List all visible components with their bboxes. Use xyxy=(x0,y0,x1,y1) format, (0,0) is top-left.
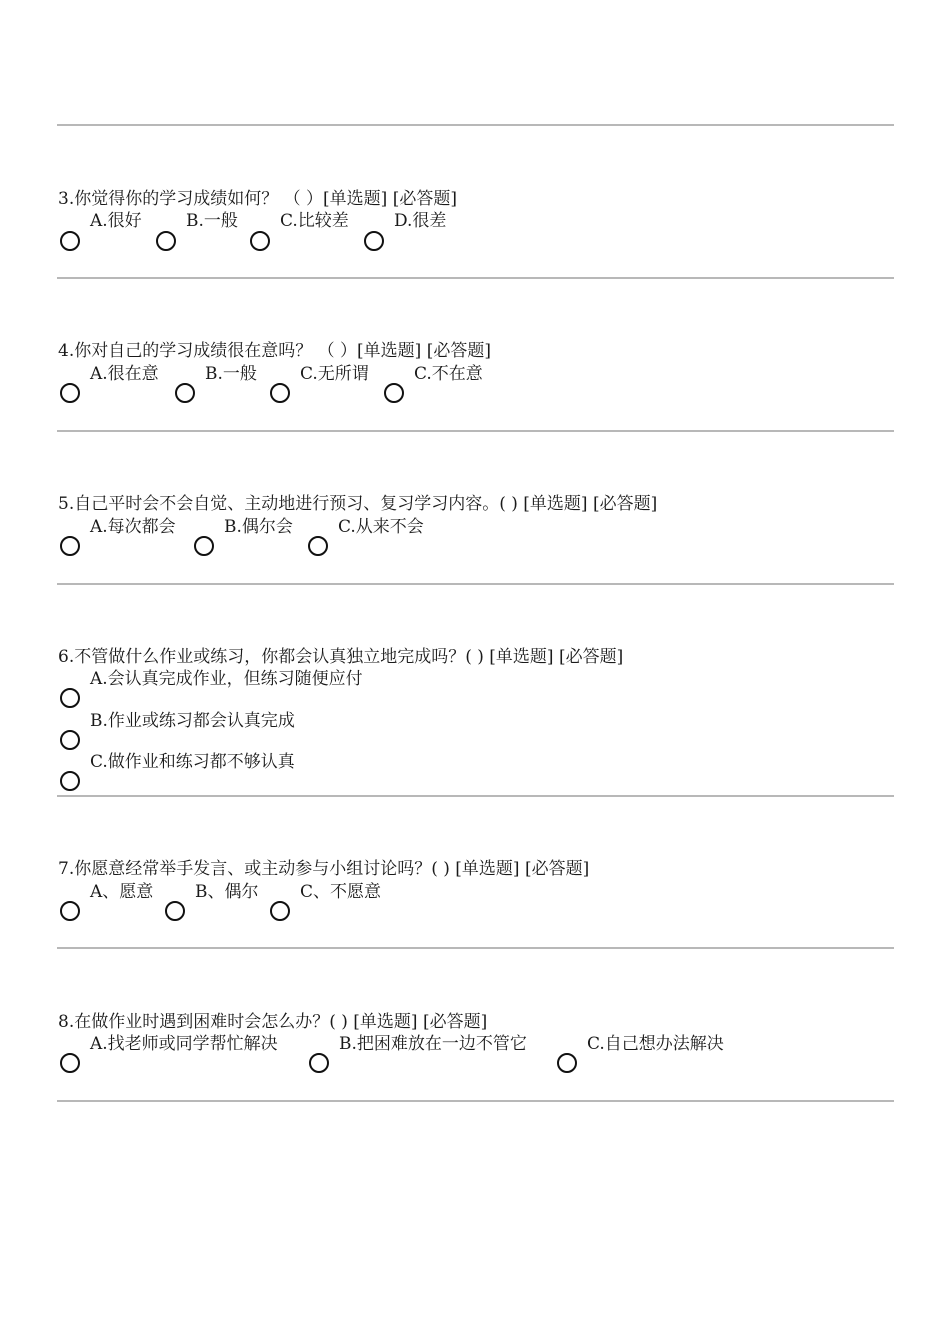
option-label: B.把困难放在一边不管它 xyxy=(339,1034,527,1054)
radio-button-q4-d[interactable] xyxy=(384,383,404,403)
separator-line xyxy=(57,795,894,797)
option-label: D.很差 xyxy=(394,211,447,231)
separator-line xyxy=(57,277,894,279)
radio-button-q8-b[interactable] xyxy=(309,1053,329,1073)
option-label: A.每次都会 xyxy=(90,517,176,537)
question-title: 3.你觉得你的学习成绩如何？ （ ）[单选题] [必答题] xyxy=(58,189,457,209)
radio-button-q7-c[interactable] xyxy=(270,901,290,921)
radio-button-q4-a[interactable] xyxy=(60,383,80,403)
question-title: 8.在做作业时遇到困难时会怎么办？( ) [单选题] [必答题] xyxy=(58,1012,488,1032)
question-title: 7.你愿意经常举手发言、或主动参与小组讨论吗？( ) [单选题] [必答题] xyxy=(58,859,590,879)
option-label: C、不愿意 xyxy=(300,882,382,902)
option-label: C.做作业和练习都不够认真 xyxy=(90,752,295,772)
radio-button-q3-b[interactable] xyxy=(156,231,176,251)
separator-line xyxy=(57,124,894,126)
radio-button-q3-c[interactable] xyxy=(250,231,270,251)
separator-line xyxy=(57,947,894,949)
option-label: A、愿意 xyxy=(90,882,154,902)
option-label: C.比较差 xyxy=(280,211,349,231)
option-label: B.一般 xyxy=(186,211,238,231)
option-label: B.作业或练习都会认真完成 xyxy=(90,711,295,731)
option-label: A.会认真完成作业，但练习随便应付 xyxy=(90,669,363,689)
option-label: B、偶尔 xyxy=(195,882,259,902)
option-label: C.无所谓 xyxy=(300,364,369,384)
radio-button-q8-c[interactable] xyxy=(557,1053,577,1073)
radio-button-q6-a[interactable] xyxy=(60,688,80,708)
radio-button-q7-a[interactable] xyxy=(60,901,80,921)
question-title: 5.自己平时会不会自觉、主动地进行预习、复习学习内容。( ) [单选题] [必答题] xyxy=(58,494,658,514)
separator-line xyxy=(57,430,894,432)
radio-button-q3-a[interactable] xyxy=(60,231,80,251)
option-label: A.很好 xyxy=(90,211,142,231)
radio-button-q5-b[interactable] xyxy=(194,536,214,556)
radio-button-q3-d[interactable] xyxy=(364,231,384,251)
radio-button-q8-a[interactable] xyxy=(60,1053,80,1073)
radio-button-q7-b[interactable] xyxy=(165,901,185,921)
question-title: 6.不管做什么作业或练习，你都会认真独立地完成吗？( ) [单选题] [必答题] xyxy=(58,647,624,667)
separator-line xyxy=(57,1100,894,1102)
option-label: A.很在意 xyxy=(90,364,159,384)
question-title: 4.你对自己的学习成绩很在意吗？ （ ）[单选题] [必答题] xyxy=(58,341,491,361)
radio-button-q6-c[interactable] xyxy=(60,771,80,791)
option-label: C.自己想办法解决 xyxy=(587,1034,724,1054)
radio-button-q4-b[interactable] xyxy=(175,383,195,403)
option-label: C.从来不会 xyxy=(338,517,424,537)
radio-button-q5-a[interactable] xyxy=(60,536,80,556)
radio-button-q4-c[interactable] xyxy=(270,383,290,403)
radio-button-q5-c[interactable] xyxy=(308,536,328,556)
separator-line xyxy=(57,583,894,585)
option-label: B.偶尔会 xyxy=(224,517,293,537)
option-label: A.找老师或同学帮忙解决 xyxy=(90,1034,278,1054)
radio-button-q6-b[interactable] xyxy=(60,730,80,750)
option-label: C.不在意 xyxy=(414,364,483,384)
option-label: B.一般 xyxy=(205,364,257,384)
